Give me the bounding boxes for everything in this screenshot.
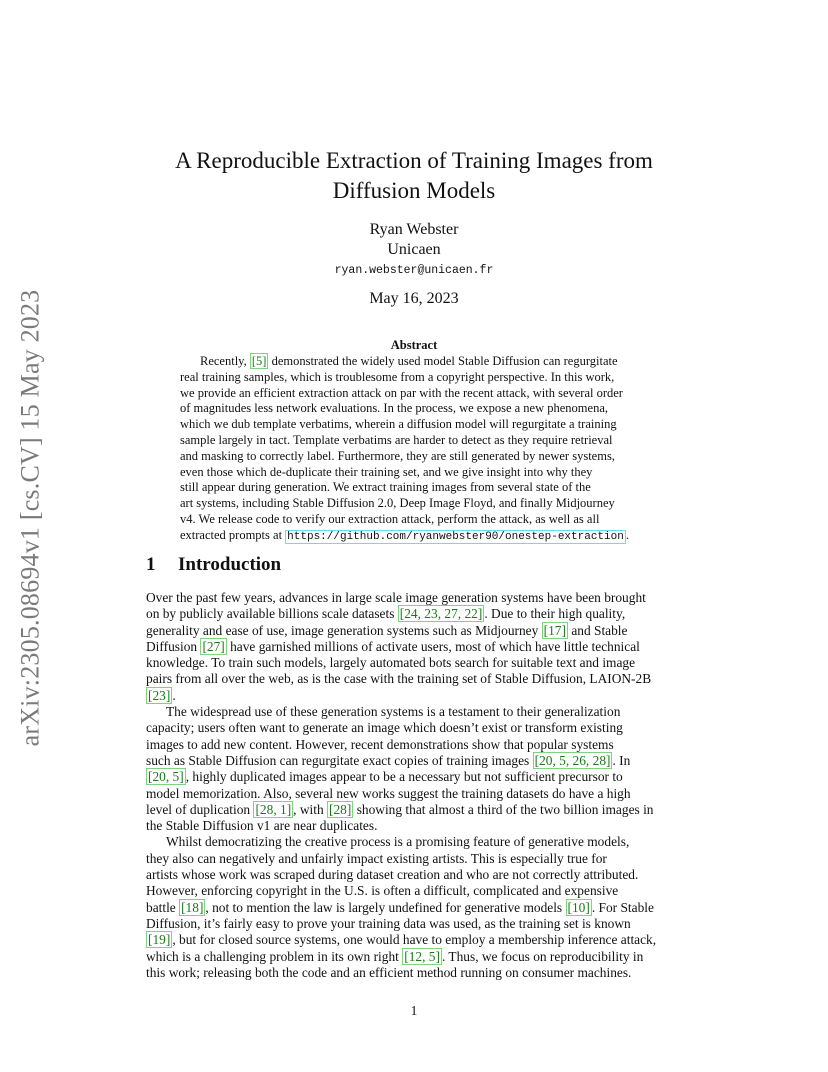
intro-line-6: pairs from all over the web, as is the case with the training set of Stable Diffusion, LAION-2B: [146, 671, 652, 687]
code-repository-link[interactable]: https://github.com/ryanwebster90/onestep-extraction: [287, 530, 624, 543]
citation-link[interactable]: [18]: [181, 899, 204, 915]
intro-line-19: However, enforcing copyright in the U.S. is often a difficult, complicated and expensive: [146, 883, 619, 899]
citation-link[interactable]: [27]: [202, 638, 225, 654]
author-email[interactable]: ryan.webster@unicaen.fr: [334, 264, 494, 277]
section-number: 1: [146, 554, 156, 575]
abstract-line-4: of magnitudes less network evaluations. In the process, we expose a new phenomena,: [180, 401, 609, 416]
intro-line-23: which is a challenging problem in its own right [12, 5] . Thus, we focus on reproducibility in: [146, 948, 644, 964]
citation-link[interactable]: [10]: [567, 899, 590, 915]
abstract-line-6: sample largely in tact. Template verbatims are harder to detect as they require retrieval: [180, 432, 613, 447]
intro-line-13: model memorization. Also, several new works suggest the training datasets do have a high: [146, 785, 631, 801]
intro-line-14: level of duplication [28, 1] , with [28] showing that almost a third of the two billion images in: [146, 801, 654, 817]
intro-line-17: they also can negatively and unfairly impact existing artists. This is especially true for: [146, 850, 607, 866]
citation-link[interactable]: [28, 1]: [255, 801, 292, 817]
intro-line-21: Diffusion, it’s fairly easy to prove your training data was used, as the training set is known: [146, 915, 631, 931]
abstract-line-7: and masking to correctly label. Furthermore, they are still generated by newer systems,: [180, 448, 615, 463]
intro-line-9: capacity; users often want to generate an image which doesn’t exist or transform existing: [146, 720, 623, 736]
section-heading: [146, 554, 281, 576]
intro-line-18: artists whose work was scraped during dataset creation and who are not correctly attributed.: [146, 867, 639, 883]
citation-link[interactable]: [20, 5]: [148, 769, 184, 785]
citation-link[interactable]: [12, 5]: [404, 948, 440, 964]
abstract-line-1: Recently, [5] demonstrated the widely used model Stable Diffusion can regurgitate: [200, 354, 618, 368]
citation-link[interactable]: [28]: [329, 801, 352, 817]
abstract-line-8: even those which de-duplicate their training set, and we give insight into why they: [180, 464, 593, 479]
intro-line-10: images to add new content. However, recent demonstrations show that popular systems: [146, 736, 614, 752]
abstract-line-10: art systems, including Stable Diffusion 2.0, Deep Image Floyd, and finally Midjourney: [180, 496, 615, 511]
intro-line-24: this work; releasing both the code and an efficient method running on consumer machines.: [146, 964, 632, 980]
introduction-body: [146, 590, 683, 981]
paper-title: [0, 146, 828, 206]
citation-link[interactable]: [5]: [251, 354, 267, 368]
abstract-line-11: v4. We release code to verify our extraction attack, perform the attack, as well as all: [180, 511, 600, 526]
title-line-1: A Reproducible Extraction of Training Images from: [175, 148, 653, 173]
section-title: Introduction: [178, 554, 282, 575]
abstract-line-9: still appear during generation. We extract training images from several state of the: [180, 480, 591, 495]
intro-line-22: [19] , but for closed source systems, one would have to employ a membership inference attack,: [148, 932, 657, 948]
intro-line-2: on by publicly available billions scale datasets [24, 23, 27, 22] . Due to their high quality,: [146, 606, 626, 622]
author-affiliation: Unicaen: [387, 241, 441, 258]
intro-line-7: [23] .: [148, 687, 176, 703]
intro-line-20: battle [18] , not to mention the law is largely undefined for generative models [10] . For Stable: [146, 899, 654, 915]
page-number: 1: [410, 1003, 418, 1018]
citation-link[interactable]: [23]: [148, 687, 171, 703]
intro-line-1: Over the past few years, advances in large scale image generation systems have been brought: [146, 590, 646, 605]
citation-link[interactable]: [20, 5, 26, 28]: [534, 752, 611, 768]
intro-line-15: the Stable Diffusion v1 are near duplicates.: [146, 818, 378, 834]
citation-link[interactable]: [24, 23, 27, 22]: [399, 606, 483, 622]
abstract-body: [180, 354, 652, 544]
abstract-line-3: we provide an efficient extraction attack on par with the recent attack, with several order: [180, 385, 623, 400]
intro-line-8: The widespread use of these generation systems is a testament to their generalization: [166, 704, 621, 720]
abstract-line-5: which we dub template verbatims, wherein a diffusion model will regurgitate a training: [180, 417, 617, 432]
abstract-line-12: extracted prompts at https://github.com/ryanwebster90/onestep-extraction .: [180, 527, 629, 543]
author-name: Ryan Webster: [369, 221, 459, 238]
paper-date: May 16, 2023: [369, 290, 459, 307]
intro-line-5: knowledge. To train such models, largely automated bots search for suitable text and image: [146, 655, 636, 671]
title-line-2: Diffusion Models: [332, 178, 496, 203]
citation-link[interactable]: [19]: [148, 932, 171, 948]
intro-line-11: such as Stable Diffusion can regurgitate exact copies of training images [20, 5, 26, 28] . In: [146, 752, 631, 768]
arxiv-identifier: arXiv:2305.08694v1 [cs.CV] 15 May 2023: [15, 289, 44, 747]
abstract-line-2: real training samples, which is troublesome from a copyright perspective. In this work,: [180, 369, 615, 384]
intro-line-12: [20, 5] , highly duplicated images appear to be a necessary but not sufficient precursor to: [148, 769, 623, 785]
intro-line-3: generality and ease of use, image generation systems such as Midjourney [17] and Stable: [146, 622, 628, 638]
abstract-heading: Abstract: [390, 338, 438, 352]
intro-line-16: Whilst democratizing the creative process is a promising feature of generative models,: [166, 834, 630, 850]
citation-link[interactable]: [17]: [543, 622, 566, 638]
intro-line-4: Diffusion [27] have garnished millions of activate users, most of which have little technical: [146, 638, 640, 654]
